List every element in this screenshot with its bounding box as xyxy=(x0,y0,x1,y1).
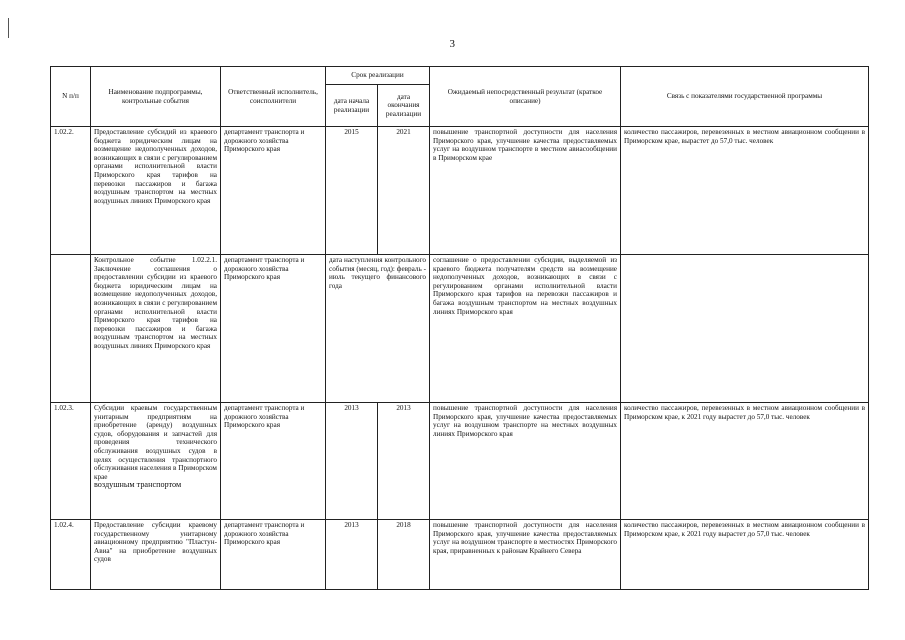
table-row xyxy=(51,520,869,590)
row-name: Предоставление субсидии краевому государственному унитарному авиационному предприятию "Пластун-Авиа" на приобретение воздушных судов xyxy=(91,520,221,590)
header-link: Связь с показателями государственной программы xyxy=(621,67,869,127)
row-result: соглашение о предоставлении субсидии, выделяемой из краевого бюджета получателям средств на возмещение недополученных доходов, возникающих в связи с регулированием органами исполнительной власти Приморского края тарифов на перевозки пассажиров и багажа воздушным транспортом на местных воздушных линиях Приморского края xyxy=(430,255,621,403)
header-name: Наименование подпрограммы, контрольные события xyxy=(91,67,221,127)
row-num: 1.02.3. xyxy=(51,403,91,520)
row-num xyxy=(51,255,91,403)
row-name: Субсидии краевым государственным унитарным предприятиям на приобретение (аренду) воздушных судов, оборудования и запчастей для проведения технического обслуживания воздушных судов в целях осуществления транспортного обслуживания населения в Приморском крае xyxy=(94,404,217,481)
row-name: Предоставление субсидий из краевого бюджета юридическим лицам на возмещение недополученных доходов, возникающих в связи с регулированием органами исполнительной власти Приморского края тарифов на перевозки пассажиров и багажа воздушным транспортом на местных воздушных линиях Приморского края xyxy=(91,127,221,255)
row-link: количество пассажиров, перевезенных в местном авиационном сообщении в Приморском крае, к 2021 году вырастет до 57,0 тыс. человек xyxy=(621,520,869,590)
events-table xyxy=(50,66,869,590)
row-responsible: департамент транспорта и дорожного хозяйства Приморского края xyxy=(221,520,326,590)
row-start: 2013 xyxy=(326,403,378,520)
header-period: Срок реализации xyxy=(326,67,430,85)
header-start: дата начала реализации xyxy=(326,85,378,127)
row-end: 2018 xyxy=(378,520,430,590)
row-name-tail: воздушным транспортом xyxy=(94,480,182,490)
header-num: N п/п xyxy=(51,67,91,127)
table-row xyxy=(51,403,869,520)
header-responsible: Ответственный исполнитель, соисполнители xyxy=(221,67,326,127)
row-name: Контрольное событие 1.02.2.1. Заключение соглашения о предоставлении субсидии из краевого бюджета юридическим лицам на возмещение недополученных доходов, возникающих в связи с регулированием органами исполнительной власти Приморского края тарифов на перевозки пассажиров и багажа воздушным транспортом на местных воздушных линиях Приморского края xyxy=(91,255,221,403)
row-num: 1.02.4. xyxy=(51,520,91,590)
row-name-cell xyxy=(91,403,221,520)
row-link: количество пассажиров, перевезенных в местном авиационном сообщении в Приморском крае, вырастет до 57,0 тыс. человек xyxy=(621,127,869,255)
row-start: 2013 xyxy=(326,520,378,590)
page-number: 3 xyxy=(449,38,456,50)
margin-line xyxy=(8,18,9,38)
row-end: 2013 xyxy=(378,403,430,520)
row-start: 2015 xyxy=(326,127,378,255)
row-end: 2021 xyxy=(378,127,430,255)
row-link xyxy=(621,255,869,403)
header-result: Ожидаемый непосредственный результат (краткое описание) xyxy=(430,67,621,127)
row-result: повышение транспортной доступности для населения Приморского края, улучшение качества предоставляемых услуг на воздушном транспорте на местных воздушных линиях Приморского края xyxy=(430,403,621,520)
row-result: повышение транспортной доступности для населения Приморского края, улучшение качества предоставляемых услуг на воздушном транспорте в местностях Приморского края, приравненных к районам Крайнего Севера xyxy=(430,520,621,590)
row-period-text: дата наступления контрольного события (месяц, год): февраль - июль текущего финансового года xyxy=(326,255,430,403)
row-link: количество пассажиров, перевезенных в местном авиационном сообщении в Приморском крае, к 2021 году вырастет до 57,0 тыс. человек xyxy=(621,403,869,520)
table-row xyxy=(51,127,869,255)
row-num: 1.02.2. xyxy=(51,127,91,255)
row-responsible: департамент транспорта и дорожного хозяйства Приморского края xyxy=(221,127,326,255)
table-row xyxy=(51,255,869,403)
row-responsible: департамент транспорта и дорожного хозяйства Приморского края xyxy=(221,403,326,520)
row-result: повышение транспортной доступности для населения Приморского края, улучшение качества предоставляемых услуг на воздушном транспорте в местном авиасообщении в Приморском крае xyxy=(430,127,621,255)
row-responsible: департамент транспорта и дорожного хозяйства Приморского края xyxy=(221,255,326,403)
header-end: дата окончания реализации xyxy=(378,85,430,127)
